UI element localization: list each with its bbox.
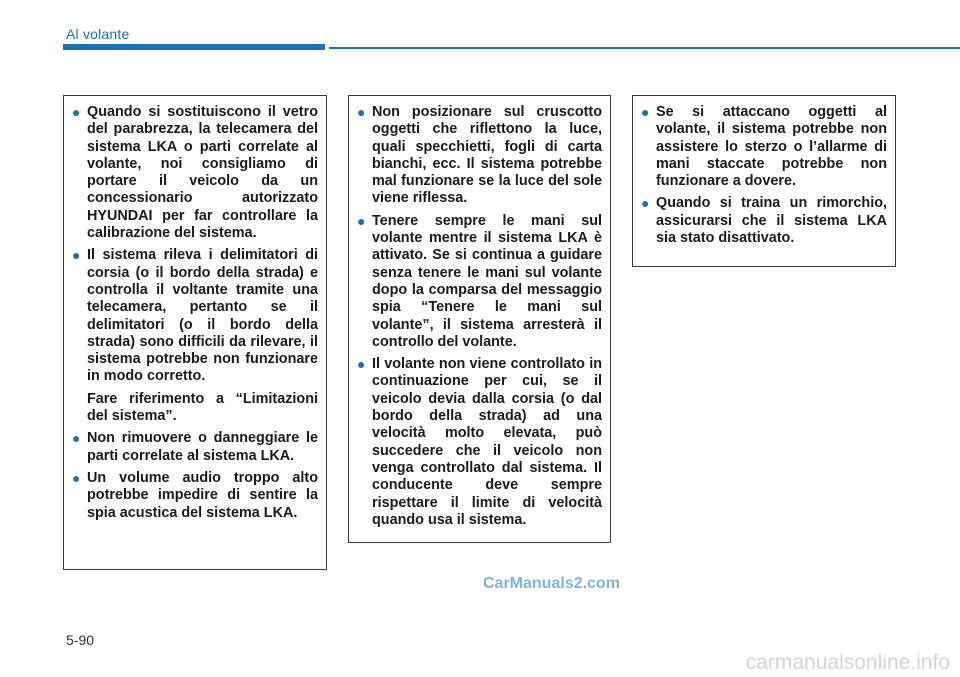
bullet-icon: ● <box>357 356 366 373</box>
reference-note: Fare riferimento a “Limitazioni del sistema”. <box>87 390 318 425</box>
bullet-icon: ● <box>72 469 81 486</box>
item-text: Se si attaccano oggetti al volante, il sistema potrebbe non assistere lo sterzo o l’allarme di mani staccate potrebbe non funzionare a dovere. <box>656 104 887 190</box>
list-item <box>641 195 887 247</box>
caution-box-1 <box>63 95 327 570</box>
bullet-icon: ● <box>72 104 81 120</box>
header-rule-thin <box>329 47 960 49</box>
bullet-icon: ● <box>72 430 81 447</box>
caution-box-3 <box>632 95 896 267</box>
list-item <box>72 430 318 465</box>
bullet-icon: ● <box>641 104 650 120</box>
item-text: Il sistema rileva i delimitatori di corsia (o il bordo della strada) e controlla il voltante tramite una telecamera, pertanto se il delimitatori (o il bordo della strada) sono difficili da rilevare, il sistema potrebbe non funzionare in modo corretto. <box>87 247 318 385</box>
watermark-link[interactable]: CarManuals2.com <box>483 575 620 592</box>
list-item <box>72 470 318 522</box>
header-rule-thick <box>63 44 325 50</box>
list-item <box>357 213 602 351</box>
item-text: Tenere sempre le mani sul volante mentre il sistema LKA è attivato. Se si continua a guidare senza tenere le mani sul volante dopo la comparsa del messaggio spia “Tenere le mani sul volante”, il sistema arresterà il controllo del volante. <box>372 212 602 350</box>
list-item <box>357 104 602 208</box>
caution-box-2 <box>348 95 611 543</box>
item-text: Un volume audio troppo alto potrebbe impedire di sentire la spia acustica del sistema LKA. <box>87 469 318 521</box>
item-text: Non rimuovere o danneggiare le parti correlate al sistema LKA. <box>87 430 318 464</box>
list-item <box>641 104 887 190</box>
item-text: Quando si sostituiscono il vetro del parabrezza, la telecamera del sistema LKA o parti correlate al volante, noi consigliamo di portare il veicolo da un concessionario autorizzato HYUNDAI per far controllare la calibrazione del sistema. <box>87 104 318 242</box>
page-number: 5-90 <box>66 632 95 648</box>
list-item <box>357 356 602 529</box>
list-item <box>72 247 318 385</box>
list-item <box>72 104 318 242</box>
bullet-icon: ● <box>641 195 650 212</box>
item-text: Il volante non viene controllato in continuazione per cui, se il veicolo devia dalla corsia (o dal bordo della strada) ad una velocità molto elevata, può succedere che il veicolo non venga controllato dal sistema. Il conducente deve sempre rispettare il limite di velocità quando usa il sistema. <box>372 356 602 528</box>
footer-watermark: carmanualsonline.info <box>745 651 950 674</box>
section-title: Al volante <box>66 26 130 42</box>
item-text: Non posizionare sul cruscotto oggetti che riflettono la luce, quali specchietti, fogli di carta bianchi, ecc. Il sistema potrebbe mal funzionare se la luce del sole viene riflessa. <box>372 104 602 207</box>
bullet-icon: ● <box>72 247 81 264</box>
bullet-icon: ● <box>357 104 366 120</box>
item-text: Quando si traina un rimorchio, assicurarsi che il sistema LKA sia stato disattivato. <box>656 195 887 247</box>
bullet-icon: ● <box>357 212 366 229</box>
